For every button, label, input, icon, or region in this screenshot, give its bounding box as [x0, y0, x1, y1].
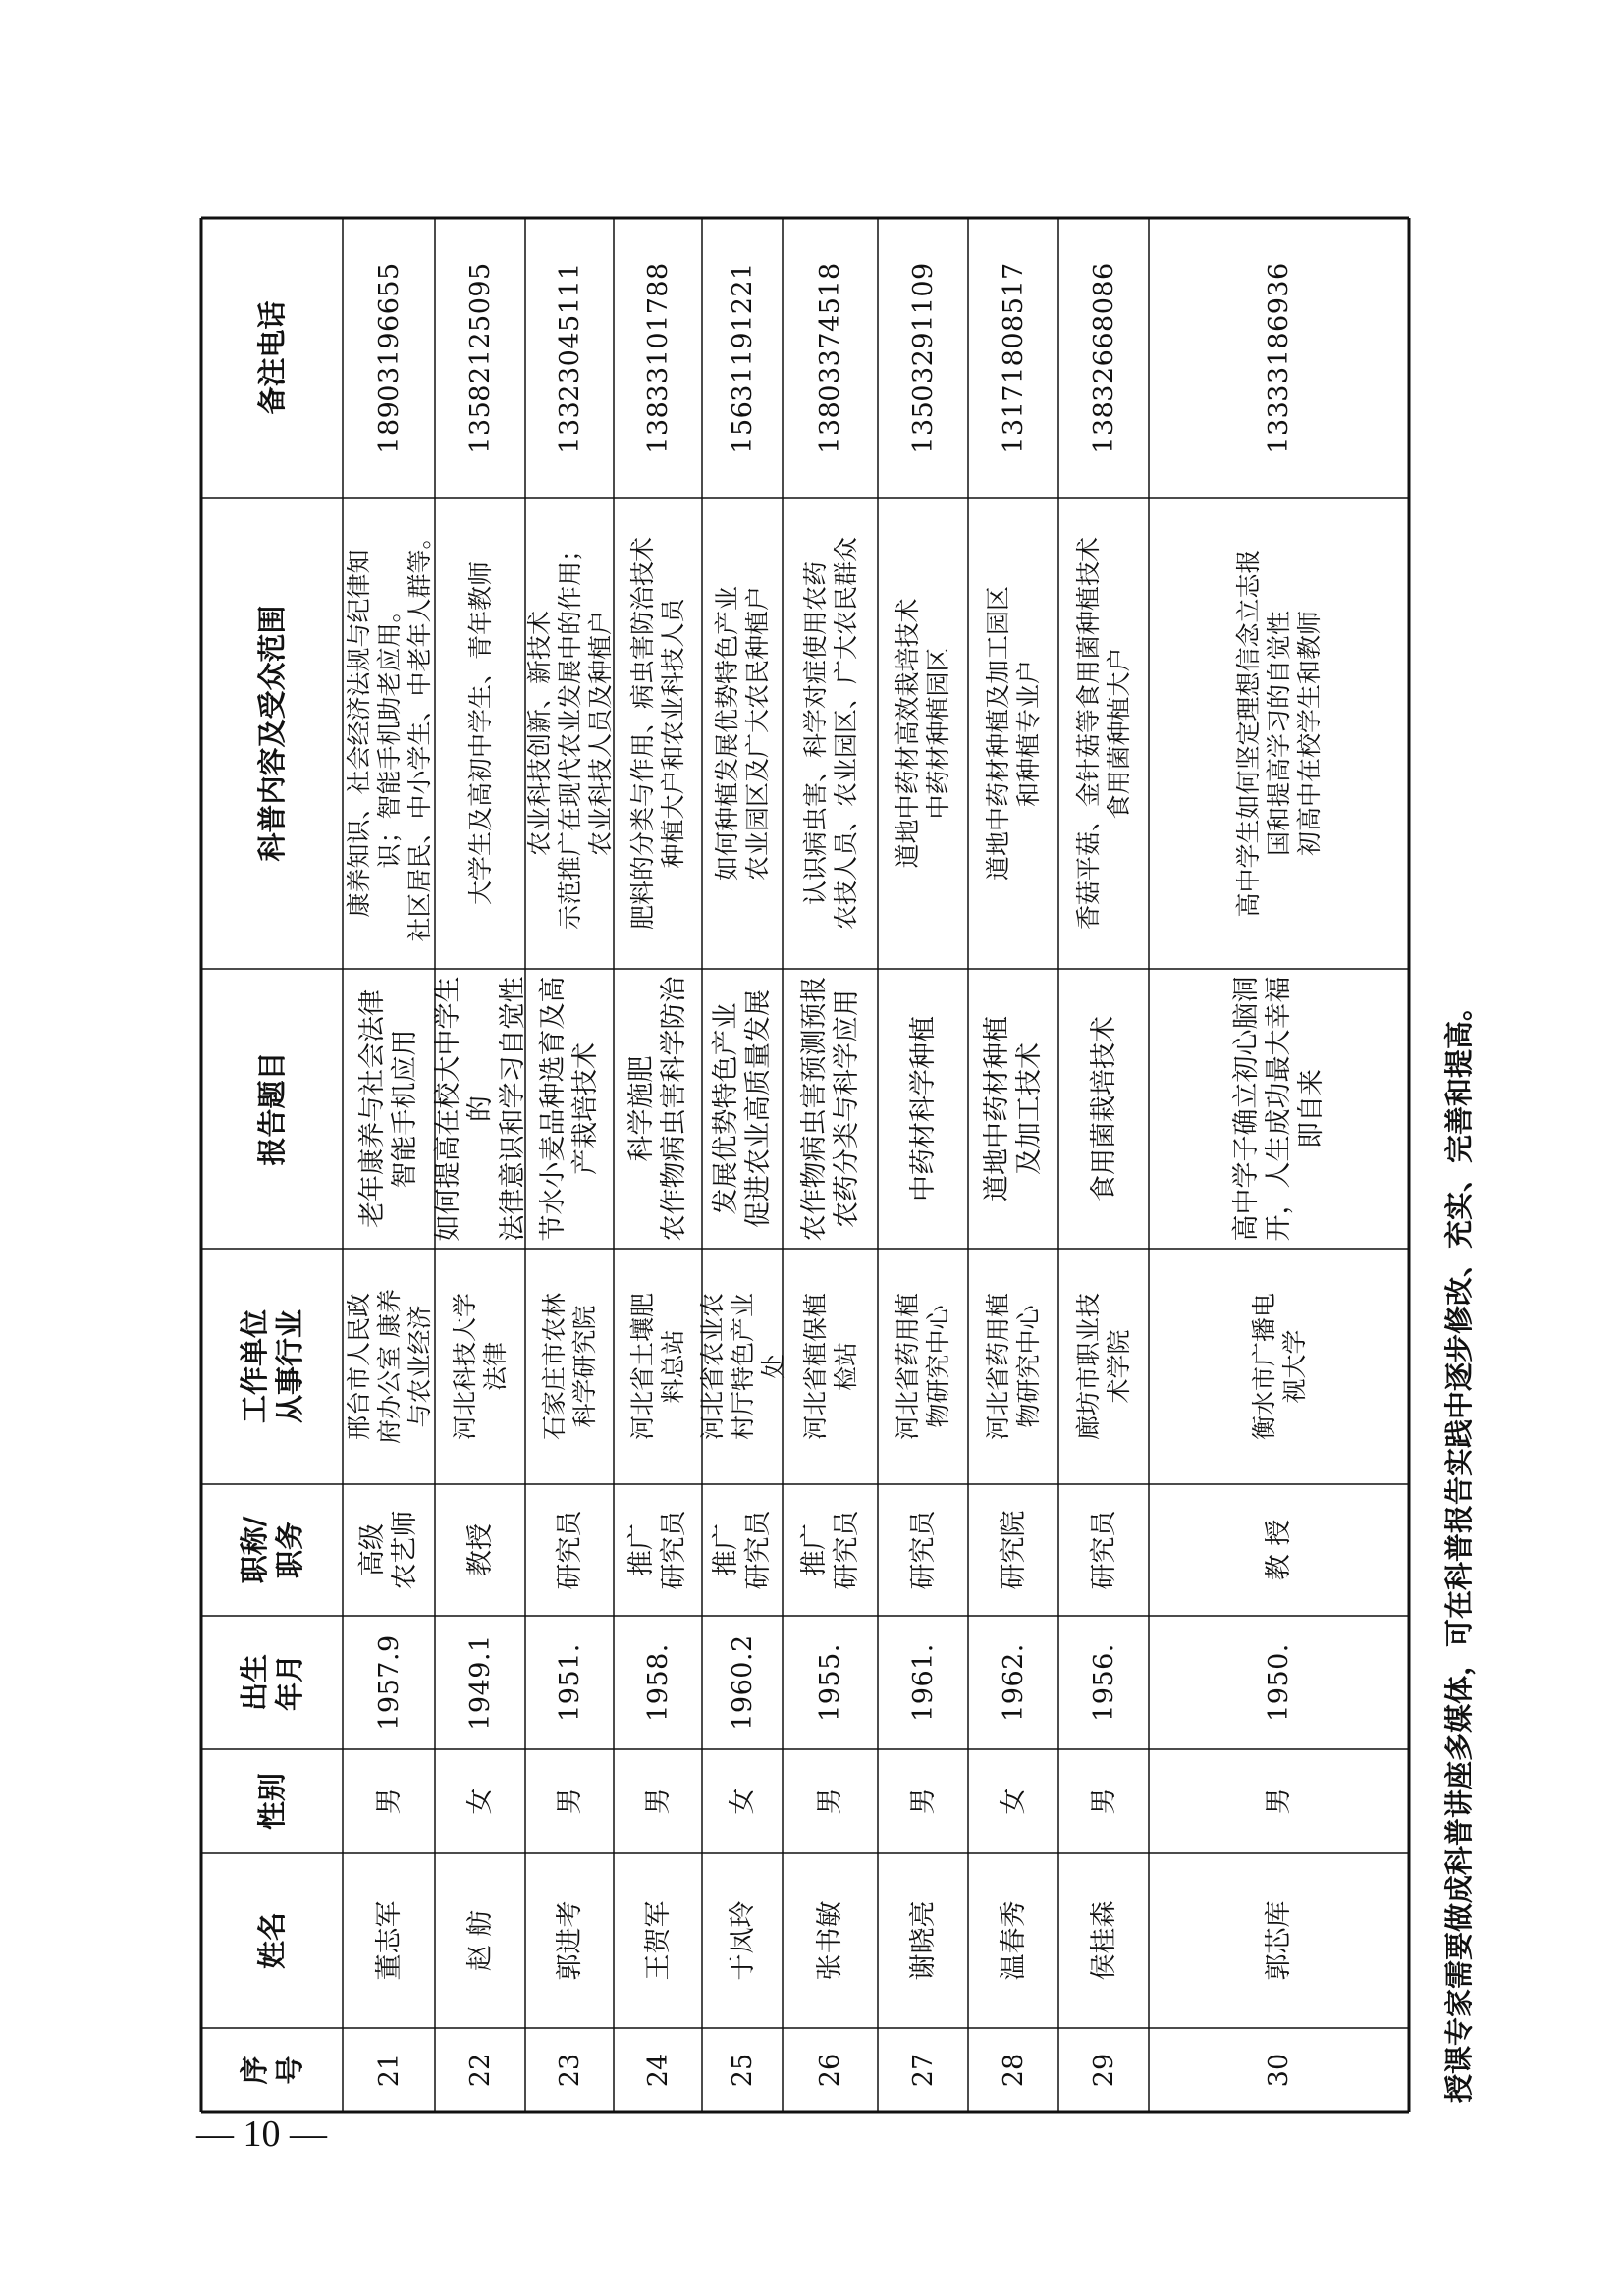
cell-col-topic: [1149, 969, 1409, 1249]
cell-text: 男: [815, 1788, 845, 1815]
cell-text: 男: [554, 1788, 585, 1815]
cell-col-unit: [525, 1249, 614, 1484]
cell-col-content: [614, 498, 702, 969]
cell-text: 如何种植发展优势特色产业 农业园区及广大农民种植户: [713, 586, 772, 881]
cell-text: 中药材科学种植: [907, 1016, 939, 1201]
cell-col-no: [435, 2028, 525, 2112]
cell-text: 王贺军: [642, 1900, 674, 1981]
cell-col-unit: [614, 1249, 702, 1484]
cell-col-phone: [614, 218, 702, 498]
cell-col-gender: [435, 1749, 525, 1853]
cell-col-unit: [783, 1249, 878, 1484]
cell-col-unit: [968, 1249, 1058, 1484]
cell-text: 赵 舫: [464, 1909, 496, 1972]
cell-text: 15631191221: [727, 262, 758, 454]
cell-text: 女: [464, 1788, 496, 1815]
cell-col-title: [614, 1484, 702, 1616]
cell-text: 香菇平菇、金针菇等食用菌种植技术 食用菌种植大户: [1074, 537, 1133, 931]
cell-text: 侯桂森: [1088, 1900, 1119, 1981]
cell-text: 道地中药材种植 及加工技术: [982, 1016, 1045, 1201]
cell-col-title: [968, 1484, 1058, 1616]
cell-text: 道地中药材种植及加工园区 和种植专业户: [984, 586, 1043, 881]
header-col-no: [201, 2028, 343, 2112]
cell-text: 科学施肥 农作物病虫害科学防治: [626, 976, 689, 1242]
cell-col-no: [1058, 2028, 1149, 2112]
cell-col-gender: [968, 1749, 1058, 1853]
cell-text: 13833101788: [642, 262, 674, 454]
cell-text: 女: [998, 1788, 1029, 1815]
cell-col-name: [878, 1853, 968, 2028]
cell-col-birth: [702, 1616, 783, 1749]
cell-text: 1957.9: [373, 1634, 405, 1731]
footer-note: 授课专家需要做成科普讲座多媒体，可在科普报告实践中逐步修改、充实、完善和提高。: [1441, 991, 1476, 2103]
cell-col-topic: [343, 969, 435, 1249]
cell-col-gender: [525, 1749, 614, 1853]
cell-col-no: [968, 2028, 1058, 2112]
cell-text: 26: [815, 2053, 845, 2088]
cell-text: 推广 研究员: [711, 1510, 774, 1590]
cell-text: 研究员: [1088, 1510, 1119, 1590]
cell-col-topic: [432, 969, 528, 1249]
cell-col-name: [525, 1853, 614, 2028]
cell-col-phone: [1149, 218, 1409, 498]
cell-col-name: [1149, 1853, 1409, 2028]
cell-text: 22: [464, 2053, 496, 2088]
cell-col-birth: [783, 1616, 878, 1749]
cell-col-content: [783, 498, 878, 969]
cell-text: 于凤玲: [727, 1900, 758, 1981]
cell-col-content: [1058, 498, 1149, 969]
cell-col-content: [968, 498, 1058, 969]
cell-text: 1951.: [554, 1643, 585, 1722]
cell-text: 郭进考: [554, 1900, 585, 1981]
cell-text: 河北省药用植 物研究中心: [984, 1293, 1043, 1441]
cell-text: 27: [907, 2053, 939, 2088]
cell-text: 推广 研究员: [626, 1510, 689, 1590]
cell-text: 1958.: [642, 1643, 674, 1722]
cell-text: 1961.: [907, 1643, 939, 1722]
cell-col-phone: [702, 218, 783, 498]
cell-col-unit: [1058, 1249, 1149, 1484]
cell-text: 工作单位 从事行业: [238, 1309, 306, 1424]
cell-text: 食用菌栽培技术: [1088, 1016, 1119, 1201]
cell-col-birth: [1149, 1616, 1409, 1749]
cell-col-content: [343, 498, 435, 969]
cell-text: 农业科技创新、新技术 示范推广在现代农业发展中的作用； 农业科技人员及种植户: [524, 537, 615, 931]
cell-text: 13503291109: [907, 262, 939, 454]
cell-text: 13333186936: [1264, 262, 1294, 454]
cell-col-phone: [878, 218, 968, 498]
cell-col-name: [343, 1853, 435, 2028]
cell-text: 1960.2: [727, 1634, 758, 1731]
cell-text: 如何提高在校大中学生的 法律意识和学习自觉性: [432, 976, 528, 1242]
cell-text: 30: [1264, 2053, 1294, 2088]
header-col-content: [201, 498, 343, 969]
cell-text: 河北省植保植 检站: [800, 1293, 860, 1441]
cell-text: 13832668086: [1088, 262, 1119, 454]
cell-text: 推广 研究员: [798, 1510, 862, 1590]
cell-text: 教授: [464, 1523, 496, 1576]
cell-col-title: [783, 1484, 878, 1616]
cell-col-content: [435, 498, 525, 969]
cell-text: 衡水市广播电 视大学: [1249, 1293, 1309, 1441]
header-col-unit: [201, 1249, 343, 1484]
cell-text: 教 授: [1264, 1519, 1294, 1581]
cell-text: 姓名: [255, 1912, 289, 1970]
cell-col-birth: [614, 1616, 702, 1749]
cell-col-topic: [1058, 969, 1149, 1249]
cell-col-name: [968, 1853, 1058, 2028]
cell-col-unit: [1149, 1249, 1409, 1484]
cell-col-topic: [702, 969, 783, 1249]
cell-text: 郭芯库: [1264, 1900, 1294, 1981]
cell-text: 男: [642, 1788, 674, 1815]
cell-text: 25: [727, 2053, 758, 2088]
cell-col-title: [343, 1484, 435, 1616]
cell-text: 职称/ 职务: [238, 1516, 306, 1584]
header-col-name: [201, 1853, 343, 2028]
cell-text: 研究员: [907, 1510, 939, 1590]
cell-col-phone: [1058, 218, 1149, 498]
cell-text: 出生 年月: [238, 1654, 306, 1712]
cell-col-gender: [702, 1749, 783, 1853]
cell-col-no: [783, 2028, 878, 2112]
cell-text: 13323045111: [554, 262, 585, 454]
cell-col-title: [1149, 1484, 1409, 1616]
header-col-birth: [201, 1616, 343, 1749]
cell-col-content: [702, 498, 783, 969]
cell-col-name: [702, 1853, 783, 2028]
cell-text: 老年康养与社会法律 智能手机应用: [357, 989, 420, 1228]
cell-text: 河北科技大学 法律: [451, 1293, 510, 1441]
cell-text: 13803374518: [815, 262, 845, 454]
cell-text: 13171808517: [998, 262, 1029, 454]
cell-col-birth: [1058, 1616, 1149, 1749]
cell-col-topic: [968, 969, 1058, 1249]
cell-text: 男: [1088, 1788, 1119, 1815]
cell-col-gender: [878, 1749, 968, 1853]
cell-text: 认识病虫害、科学对症使用农药 农技人员、农业园区、广大农民群众: [800, 537, 860, 931]
cell-text: 肥料的分类与作用、病虫害防治技术 种植大户和农业科技人员: [628, 537, 687, 931]
cell-col-no: [343, 2028, 435, 2112]
cell-text: 1962.: [998, 1643, 1029, 1722]
cell-col-phone: [783, 218, 878, 498]
cell-col-no: [1149, 2028, 1409, 2112]
rotated-table-block: [201, 218, 1476, 2112]
cell-col-birth: [878, 1616, 968, 1749]
cell-col-unit: [878, 1249, 968, 1484]
cell-col-name: [614, 1853, 702, 2028]
cell-col-title: [702, 1484, 783, 1616]
cell-text: 道地中药材高效栽培技术 中药材种植园区: [893, 598, 952, 869]
cell-col-gender: [1149, 1749, 1409, 1853]
cell-text: 邢台市人民政 府办公室 康养 与农业经济: [344, 1289, 434, 1444]
cell-text: 康养知识、社会经济法规与纪律知 识；智能手机助老应用。 社区居民、中小学生、中老年人群等。: [344, 524, 434, 942]
cell-col-unit: [697, 1249, 787, 1484]
cell-text: 1950.: [1264, 1643, 1294, 1722]
header-col-topic: [201, 969, 343, 1249]
cell-col-content: [878, 498, 968, 969]
cell-col-gender: [343, 1749, 435, 1853]
cell-text: 28: [998, 2053, 1029, 2088]
cell-col-name: [435, 1853, 525, 2028]
cell-text: 研究员: [554, 1510, 585, 1590]
cell-col-phone: [525, 218, 614, 498]
cell-text: 河北省药用植 物研究中心: [893, 1293, 952, 1441]
cell-text: 谢晓亮: [907, 1900, 939, 1981]
cell-col-phone: [343, 218, 435, 498]
cell-text: 1955.: [815, 1643, 845, 1722]
cell-text: 研究院: [998, 1510, 1029, 1590]
cell-text: 女: [727, 1788, 758, 1815]
cell-text: 高级 农艺师: [357, 1510, 420, 1590]
cell-col-topic: [878, 969, 968, 1249]
cell-col-title: [1058, 1484, 1149, 1616]
cell-col-no: [525, 2028, 614, 2112]
cell-col-gender: [614, 1749, 702, 1853]
cell-col-no: [878, 2028, 968, 2112]
cell-col-gender: [783, 1749, 878, 1853]
header-col-phone: [201, 218, 343, 498]
cell-col-phone: [435, 218, 525, 498]
cell-text: 发展优势特色产业 促进农业高质量发展: [711, 989, 774, 1228]
cell-col-name: [783, 1853, 878, 2028]
cell-col-phone: [968, 218, 1058, 498]
cell-text: 序 号: [238, 2056, 306, 2085]
cell-text: 农作物病虫害预测预报 农药分类与科学应用: [798, 976, 862, 1242]
cell-col-no: [702, 2028, 783, 2112]
cell-col-name: [1058, 1853, 1149, 2028]
cell-col-birth: [343, 1616, 435, 1749]
cell-col-birth: [968, 1616, 1058, 1749]
cell-text: 廊坊市职业技 术学院: [1074, 1293, 1133, 1441]
cell-text: 男: [1264, 1788, 1294, 1815]
cell-col-birth: [525, 1616, 614, 1749]
cell-col-birth: [435, 1616, 525, 1749]
cell-text: 男: [373, 1788, 405, 1815]
cell-text: 23: [554, 2053, 585, 2088]
cell-col-unit: [343, 1249, 435, 1484]
page-number: — 10 —: [196, 2113, 327, 2155]
cell-text: 备注电话: [255, 300, 289, 415]
cell-text: 节水小麦品种选育及高 产栽培技术: [538, 976, 601, 1242]
cell-text: 高中学子确立初心脑洞 开，人生成功最大幸福 即自来: [1231, 976, 1326, 1242]
cell-text: 温春秀: [998, 1900, 1029, 1981]
cell-text: 男: [907, 1788, 939, 1815]
cell-text: 性别: [255, 1773, 289, 1831]
cell-col-unit: [435, 1249, 525, 1484]
cell-col-topic: [525, 969, 614, 1249]
cell-col-gender: [1058, 1749, 1149, 1853]
cell-col-content: [525, 498, 614, 969]
cell-text: 29: [1088, 2053, 1119, 2088]
cell-text: 1949.1: [464, 1634, 496, 1731]
cell-col-topic: [783, 969, 878, 1249]
cell-text: 河北省农业农 村厅特色产业 处: [697, 1293, 787, 1441]
cell-col-no: [614, 2028, 702, 2112]
cell-text: 大学生及高初中学生、青年教师: [465, 561, 495, 906]
cell-text: 18903196655: [373, 262, 405, 454]
cell-text: 24: [642, 2053, 674, 2088]
cell-col-title: [435, 1484, 525, 1616]
cell-text: 报告题目: [255, 1051, 289, 1166]
cell-text: 13582125095: [464, 262, 496, 454]
cell-col-content: [1149, 498, 1409, 969]
header-col-title: [201, 1484, 343, 1616]
cell-text: 科普内容及受众范围: [255, 605, 289, 862]
cell-col-title: [525, 1484, 614, 1616]
cell-text: 21: [373, 2053, 405, 2088]
cell-text: 董志军: [373, 1900, 405, 1981]
cell-text: 张书敏: [815, 1900, 845, 1981]
cell-text: 高中学生如何坚定理想信念立志报 国和提高学习的自觉性 初高中在校学生和教师: [1234, 549, 1324, 918]
cell-text: 1956.: [1088, 1643, 1119, 1722]
header-col-gender: [201, 1749, 343, 1853]
cell-text: 石家庄市农林 科学研究院: [540, 1293, 599, 1441]
cell-col-title: [878, 1484, 968, 1616]
cell-text: 河北省土壤肥 料总站: [628, 1293, 687, 1441]
cell-col-topic: [614, 969, 702, 1249]
